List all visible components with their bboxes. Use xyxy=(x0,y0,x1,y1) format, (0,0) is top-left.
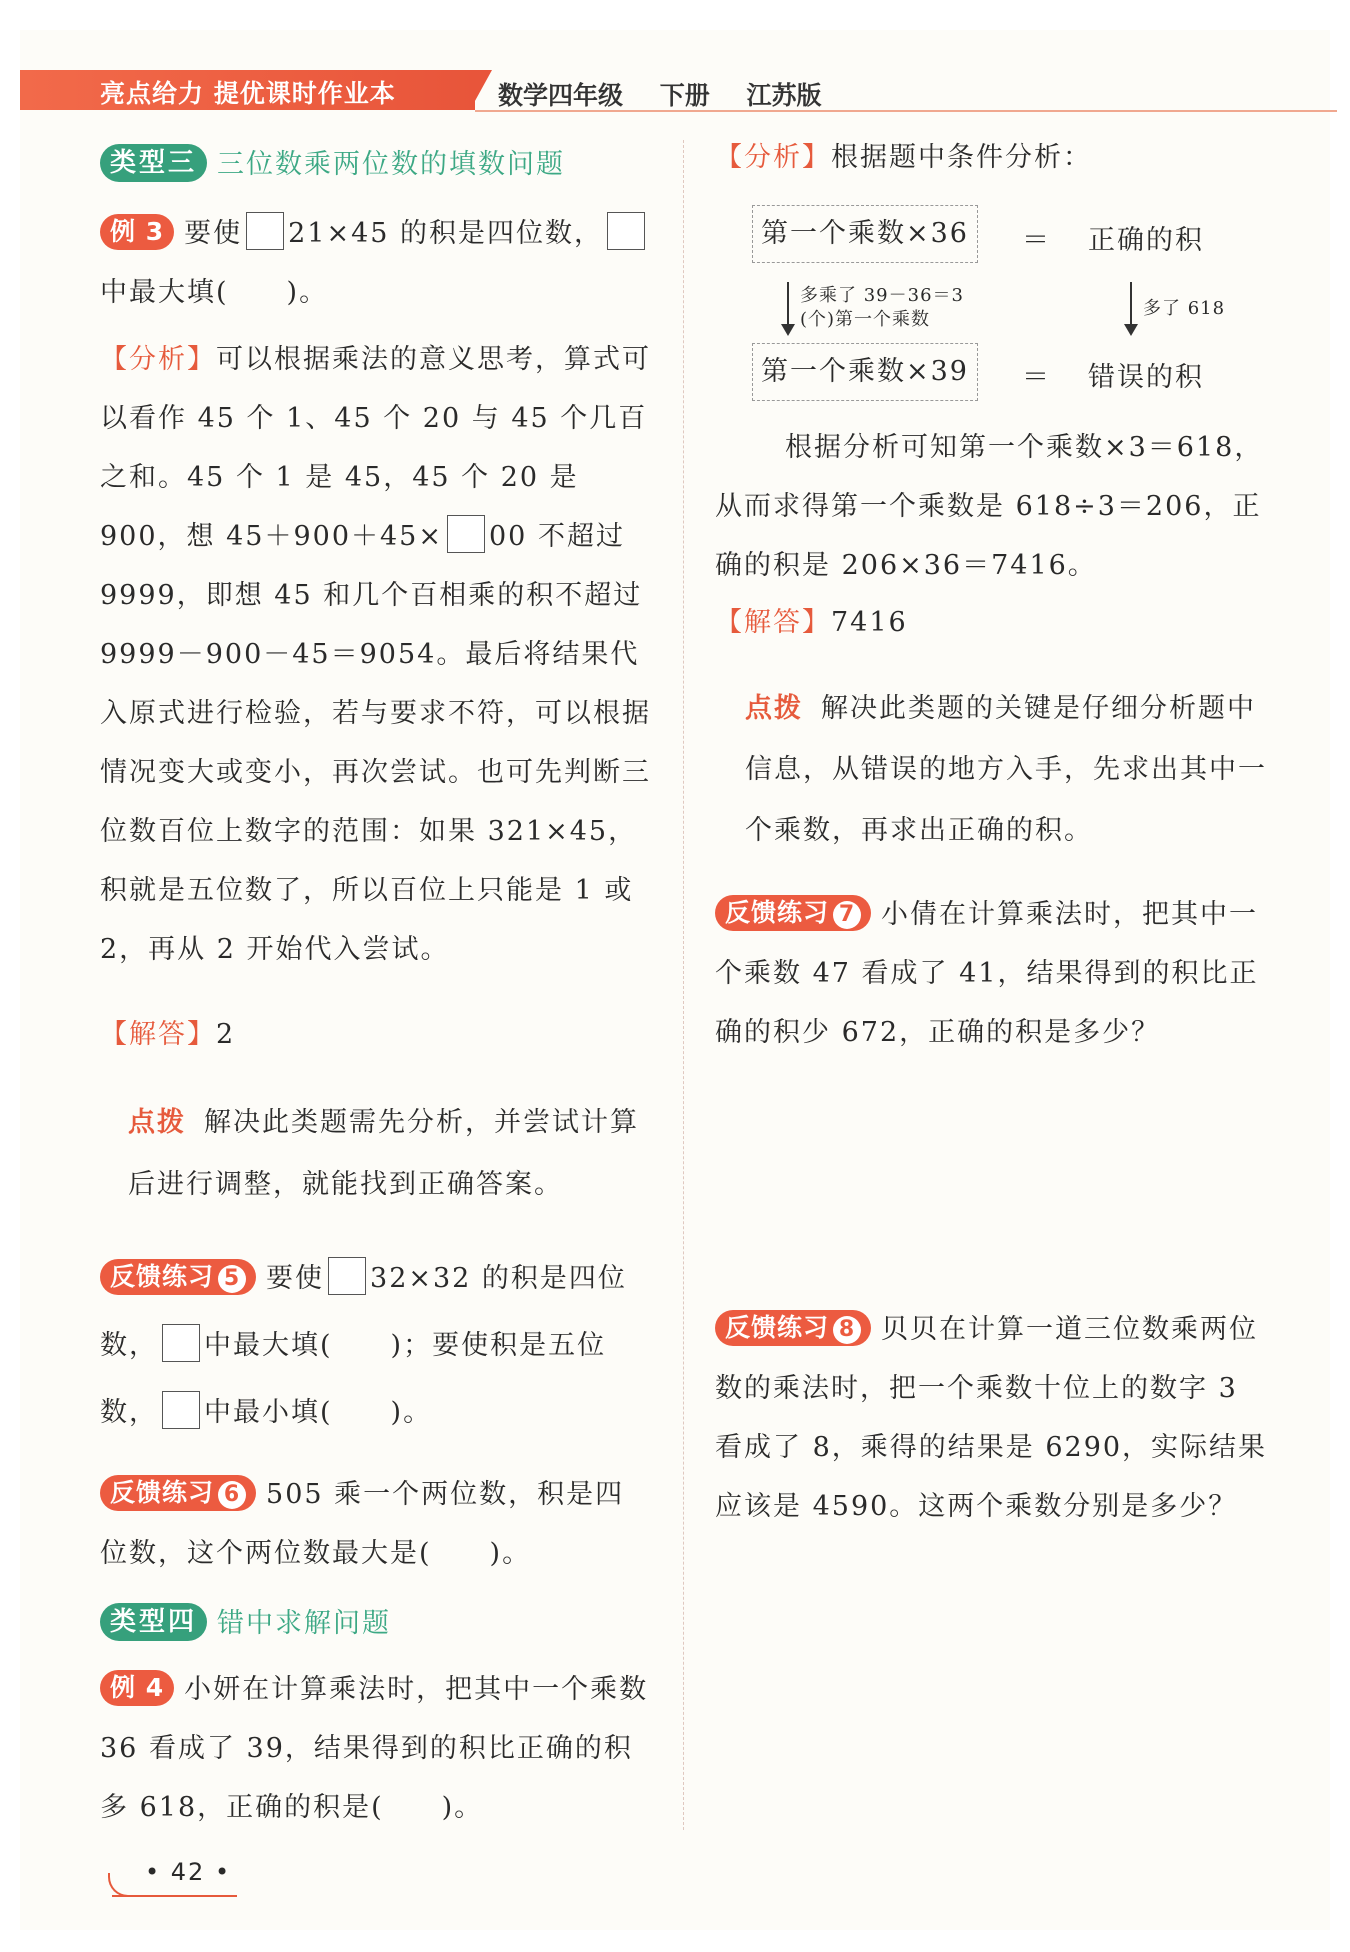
example3-text-a: 要使 xyxy=(184,218,243,249)
feedback6-badge xyxy=(100,1475,256,1511)
feedback6-text: 505 乘一个两位数，积是四位数，这个两位数最大是( )。 xyxy=(100,1479,625,1569)
type3-heading xyxy=(100,135,652,194)
example3-answer xyxy=(100,1005,652,1064)
edition-label: 江苏版 xyxy=(746,81,822,110)
feedback5-num: 5 xyxy=(218,1265,246,1293)
analysis-label: 【分析】 xyxy=(715,142,831,173)
example3-text-b: 21×45 的积是四位数， xyxy=(288,218,604,249)
diagram-equals-2: ＝ xyxy=(1022,362,1051,393)
subject-label: 数学四年级 xyxy=(498,81,624,110)
column-divider xyxy=(683,140,685,1830)
diagram-note-right: 多了 618 xyxy=(1143,298,1226,319)
example3-badge: 例 3 xyxy=(100,214,174,250)
tip2 xyxy=(745,678,1270,861)
answer-label: 【解答】 xyxy=(100,1019,216,1050)
tip1-label: 点拨 xyxy=(128,1107,186,1138)
analysis-text-1: 可以根据乘法的意义思考，算式可以看作 45 个 1、45 个 20 与 45 个几百之和。45 个 1 是 45，45 个 20 是 900，想 45＋900＋45× xyxy=(100,344,651,552)
feedback8-num: 8 xyxy=(833,1316,861,1344)
feedback8-badge xyxy=(715,1310,871,1346)
type3-badge: 类型三 xyxy=(100,144,207,182)
feedback6-num: 6 xyxy=(218,1481,246,1509)
type4-badge: 类型四 xyxy=(100,1603,207,1641)
feedback7-badge xyxy=(715,895,871,931)
feedback8-badge-text: 反馈练习 xyxy=(725,1313,830,1342)
blank-box[interactable] xyxy=(447,515,485,553)
example4-badge: 例 4 xyxy=(100,1670,174,1706)
series-banner xyxy=(20,70,475,110)
diagram-box-wrong: 第一个乘数×39 xyxy=(752,343,978,401)
answer-value: 7416 xyxy=(831,607,908,638)
feedback7-text: 小倩在计算乘法时，把其中一个乘数 47 看成了 41，结果得到的积比正确的积少 672，正确的积是多少？ xyxy=(715,899,1259,1048)
feedback5-badge-text: 反馈练习 xyxy=(110,1262,215,1291)
feedback5-text-b: 32×32 的积是四位数， xyxy=(100,1263,627,1361)
feedback8 xyxy=(715,1300,1270,1536)
analysis-intro-text: 根据题中条件分析： xyxy=(831,142,1092,173)
banner-notch xyxy=(470,70,492,110)
feedback7 xyxy=(715,885,1270,1062)
feedback5-badge xyxy=(100,1259,256,1295)
type4-heading xyxy=(100,1594,652,1653)
diagram-box-correct: 第一个乘数×36 xyxy=(752,205,978,263)
tip2-label: 点拨 xyxy=(745,693,803,724)
example4 xyxy=(100,1660,652,1837)
example3-analysis xyxy=(100,330,652,979)
blank-box[interactable] xyxy=(246,212,284,250)
right-answer xyxy=(715,593,1270,652)
diagram-equals-1: ＝ xyxy=(1022,225,1051,256)
arrow-down-left xyxy=(787,282,789,334)
book-info xyxy=(498,76,849,112)
diagram-wrong-product: 错误的积 xyxy=(1088,362,1204,393)
feedback5 xyxy=(100,1245,652,1446)
page-number: • 42 • xyxy=(145,1858,232,1886)
feedback7-num: 7 xyxy=(833,901,861,929)
example4-text: 小妍在计算乘法时，把其中一个乘数 36 看成了 39，结果得到的积比正确的积多 618，正确的积是( )。 xyxy=(100,1674,649,1823)
right-analysis-intro xyxy=(715,128,1270,187)
answer-label: 【解答】 xyxy=(715,607,831,638)
analysis-label: 【分析】 xyxy=(100,344,216,375)
feedback5-text-c: 中最大填( )；要使积是五位数， xyxy=(100,1330,607,1428)
feedback6 xyxy=(100,1465,652,1583)
feedback8-text: 贝贝在计算一道三位数乘两位数的乘法时，把一个乘数十位上的数字 3 看成了 8，乘得的结果是 6290，实际结果应该是 4590。这两个乘数分别是多少？ xyxy=(715,1314,1268,1522)
right-reasoning: 根据分析可知第一个乘数×3＝618，从而求得第一个乘数是 618÷3＝206，正确的积是 206×36＝7416。 xyxy=(715,432,1264,581)
analysis-text-2: 00 不超过 9999，即想 45 和几个百相乘的积不超过 9999－900－45＝9054。最后将结果代入原式进行检验，若与要求不符，可以根据情况变大或变小，再次尝试。也可先判断三位数百位上数字的范围：如果 321×45，积就是五位数了，所以百位上只能是 1 或 2，再从 2 开始代入尝试。 xyxy=(100,521,651,965)
diagram-note-left-2: (个)第一个乘数 xyxy=(800,309,931,330)
series-title: 亮点给力 提优课时作业本 xyxy=(100,79,396,108)
page-number-rule xyxy=(112,1895,237,1897)
blank-box[interactable] xyxy=(328,1257,366,1295)
blank-box[interactable] xyxy=(162,1324,200,1362)
example3-text-c: 中最大填( )。 xyxy=(100,277,329,308)
type4-title: 错中求解问题 xyxy=(217,1608,392,1639)
tip1 xyxy=(128,1092,648,1216)
feedback7-badge-text: 反馈练习 xyxy=(725,898,830,927)
diagram-correct-product: 正确的积 xyxy=(1088,225,1204,256)
tip1-text: 解决此类题需先分析，并尝试计算后进行调整，就能找到正确答案。 xyxy=(128,1107,639,1200)
arrow-down-right xyxy=(1130,282,1132,334)
type3-title: 三位数乘两位数的填数问题 xyxy=(217,149,566,180)
volume-label: 下册 xyxy=(659,81,710,110)
diagram-note-left-1: 多乘了 39－36＝3 xyxy=(800,285,964,306)
feedback6-badge-text: 反馈练习 xyxy=(110,1478,215,1507)
feedback5-text-a: 要使 xyxy=(266,1263,325,1294)
feedback5-text-d: 中最小填( )。 xyxy=(204,1397,433,1428)
tip2-text: 解决此类题的关键是仔细分析题中信息，从错误的地方入手，先求出其中一个乘数，再求出正确的积。 xyxy=(745,693,1267,846)
example3 xyxy=(100,204,652,322)
answer-value: 2 xyxy=(216,1019,236,1050)
blank-box[interactable] xyxy=(607,212,645,250)
blank-box[interactable] xyxy=(162,1391,200,1429)
